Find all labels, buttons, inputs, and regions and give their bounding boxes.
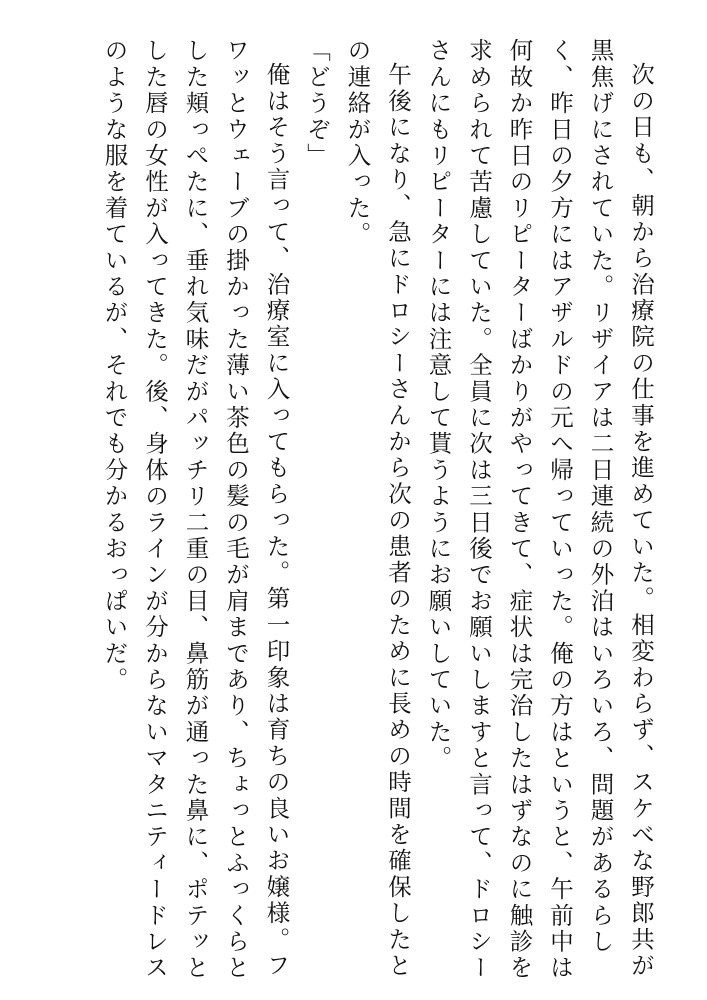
paragraph-2: 午後になり、急にドロシーさんから次の患者のために長めの時間を確保したとの連絡が入った。 [343,38,412,979]
paragraph-1: 次の日も、朝から治療院の仕事を進めていた。相変わらず、スケべな野郎共が黒焦げにされていた。リザイアは二日連続の外泊はいろいろ、問題があるらしく、昨日の夕方にはアザルドの元へ帰っていった。俺の方はというと、午前中は何故か昨日のリピーターばかりがやってきて、症状は完治したはずなのに触診を求められて苦慮していた。全員に次は三日後でお願いしますと言って、ドロシーさんにもリピーターには注意して貰うようにお願いしていた。 [424,38,655,982]
paragraph-4: 俺はそう言って、治療室に入ってもらった。第一印象は育ちの良いお嬢様。フワッとウェーブの掛かった薄い茶色の髪の毛が肩まであり、ちょっとふっくらとした頬っぺたに、垂れ気味だがパッチリ二重の目、鼻筋が通った鼻に、ポテッとした唇の女性が入ってきた。後、身体のラインが分からないマタニティードレスのような服を着ているが、それでも分かるおっぱいだ。 [100,38,291,982]
paragraph-3-dialogue: 「どうぞ」 [303,38,331,169]
vertical-text-body [94,38,661,983]
